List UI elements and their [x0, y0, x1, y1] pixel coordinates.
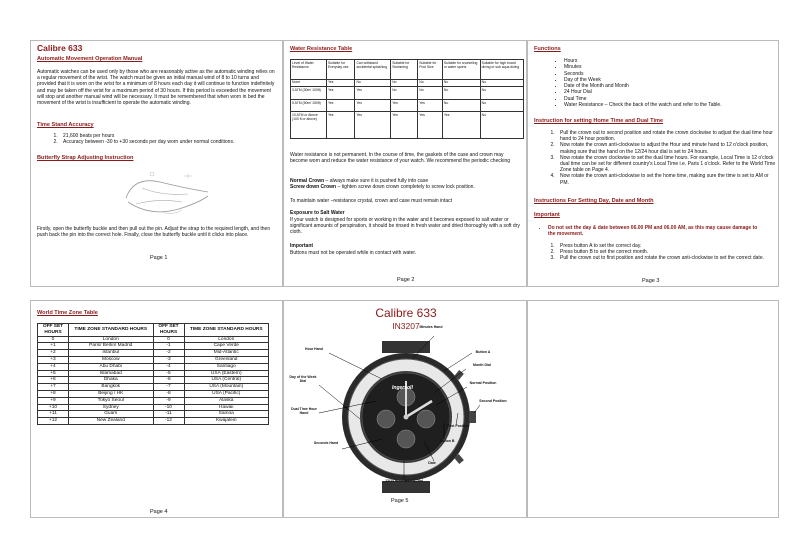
list-item: 2. Press button B to set the correct month.	[556, 249, 778, 255]
page-3	[527, 40, 779, 287]
important-bullet	[534, 225, 762, 237]
list-item: • Dual Time	[564, 96, 790, 102]
table-row	[38, 411, 269, 418]
table-cell: Greenland	[184, 356, 269, 363]
table-cell: Yes	[355, 112, 391, 139]
table-cell: London	[69, 336, 154, 343]
table-cell: -8	[153, 390, 184, 397]
table-cell: -10	[153, 404, 184, 411]
table-row	[291, 112, 524, 139]
table-cell: Sydney	[69, 404, 154, 411]
table-cell: No	[391, 87, 418, 100]
exposure-text: If your watch is designed for sports or working in the water and it becomes exposed to salt water or significant amounts of perspiration, it should be rinsed in fresh water and dried thoroughly with a soft dry cloth.	[290, 217, 520, 236]
table-cell: Yes	[326, 112, 355, 139]
table-body	[38, 336, 269, 424]
table-row	[291, 79, 524, 87]
table-cell: -6	[153, 377, 184, 384]
table-row	[38, 418, 269, 425]
table-cell: Paris/ Berlin/ Madrid	[69, 343, 154, 350]
crown-instructions	[290, 178, 522, 190]
table-cell: Yes	[355, 87, 391, 100]
label-button-a: Button A	[475, 350, 491, 354]
label-button-b: Button B	[439, 439, 455, 443]
table-cell: +11	[38, 411, 69, 418]
list-item: 3. Pull the crown out to first position and rotate the crown anti-clockwise to set the correct date.	[556, 255, 778, 261]
label-seconds-hand: Seconds Hand	[313, 441, 339, 445]
table-cell: Mid-Atlantic	[184, 350, 269, 357]
table-cell: Yes	[418, 99, 443, 112]
butterfly-buckle-illustration	[122, 168, 212, 222]
table-header-cell: OFF SET HOURS	[38, 324, 69, 337]
heading-butterfly-strap: Butterfly Strap Adjusting Instruction	[37, 155, 134, 161]
table-cell: Dhaka	[69, 377, 154, 384]
table-cell: No	[442, 99, 480, 112]
table-cell: Yes	[326, 79, 355, 87]
table-row	[38, 343, 269, 350]
table-cell: Moscow	[69, 356, 154, 363]
table-cell: -11	[153, 411, 184, 418]
heading-home-dual-time: Instruction for setting Home Time and Dual Time	[534, 118, 664, 124]
table-cell: -12	[153, 418, 184, 425]
table-cell: USA (Mountain)	[184, 384, 269, 391]
list-item: 3. Now rotate the crown clockwise to set the dual time hours. For example, Local Time is 12 o'clock dual time can be set for different country's Local Time i.e. Paris 1 o'clock. Refer to the World Time Zone table on Page 4.	[556, 155, 778, 174]
table-row	[291, 99, 524, 112]
table-cell: Cape Verde	[184, 343, 269, 350]
water-resistance-text: Water resistance is not permanent. In the course of time, the gaskets of the case and crown may become worn and reduce the water resistance of your watch. We recommend the periodic checking	[290, 152, 511, 165]
table-cell: +4	[38, 363, 69, 370]
table-cell: Yes	[355, 99, 391, 112]
table-cell: +8	[38, 390, 69, 397]
label-second-position: Second Position	[479, 399, 507, 403]
table-cell: -3	[153, 356, 184, 363]
table-cell: 10 ATM or Above (100 ft or above)	[291, 112, 327, 139]
accuracy-list	[37, 133, 281, 145]
label-first-position: First Position	[446, 424, 470, 428]
page-6-blank	[527, 300, 779, 518]
table-cell: +7	[38, 384, 69, 391]
label-minutes-hand: Minutes Hand	[419, 325, 443, 329]
table-cell: USA (Eastern)	[184, 370, 269, 377]
world-time-zone-table	[37, 323, 269, 425]
heading-world-time-zone: World Time Zone Table	[37, 310, 98, 316]
heading-accuracy: Time Stand Accuracy	[37, 122, 94, 128]
table-header-cell: OFF SET HOURS	[153, 324, 184, 337]
list-item: • Date of the Month and Month	[564, 83, 790, 89]
brand-logo: Ingersoll	[392, 385, 413, 391]
table-header-cell: Suitable for high board diving or sub aqua diving	[480, 60, 523, 80]
table-cell: No	[442, 79, 480, 87]
list-item: 1. Press button A to set the correct day.	[556, 243, 778, 249]
table-cell: USA (Pacific)	[184, 390, 269, 397]
table-cell: Hawaii	[184, 404, 269, 411]
table-cell: 3 ATM (30m/ 100ft)	[291, 87, 327, 100]
watch-title: Calibre 633	[375, 306, 437, 320]
table-cell: 0	[153, 336, 184, 343]
page-number: Page 5	[391, 498, 409, 504]
important-text: Buttons must not be operated while in contact with water.	[290, 250, 417, 256]
table-cell: No	[480, 87, 523, 100]
table-row	[291, 87, 524, 100]
table-cell: +3	[38, 356, 69, 363]
list-item: 4. Now rotate the crown anti-clockwise to set the home time, making sure the time is set to AM or PM.	[556, 173, 778, 185]
table-cell: No	[480, 79, 523, 87]
table-header-cell: Suitable for Everyday use	[326, 60, 355, 80]
page-2	[283, 40, 527, 287]
table-cell: Islamabad	[69, 370, 154, 377]
table-cell: Yes	[442, 112, 480, 139]
table-cell: Bangkok	[69, 384, 154, 391]
table-header-cell: TIME ZONE STANDARD HOURS	[69, 324, 154, 337]
table-header-cell: Can withstand accidental splashing	[355, 60, 391, 80]
list-item: 1. 21,600 beats per hours	[59, 133, 281, 139]
table-row	[38, 390, 269, 397]
maintain-text: To maintain water –resistance crystal, crown and case must remain intact	[290, 198, 453, 204]
screw-crown-label: Screw down Crown	[290, 184, 337, 191]
page-5	[283, 300, 527, 518]
table-cell: +1	[38, 343, 69, 350]
heading-exposure: Exposure to Salt Water	[290, 210, 345, 216]
diagram-leader-lines	[284, 301, 528, 519]
table-cell: -9	[153, 397, 184, 404]
list-item: • Day of the Week	[564, 77, 790, 83]
heading-water-resistance: Water Resistance Table	[290, 46, 353, 52]
table-cell: Guam	[69, 411, 154, 418]
normal-crown-text: – always make sure it is pushed fully into case	[324, 178, 429, 184]
table-cell: Abu Dhabi	[69, 363, 154, 370]
table-row	[38, 404, 269, 411]
table-cell: None	[291, 79, 327, 87]
table-cell: No	[480, 112, 523, 139]
table-cell: No	[418, 87, 443, 100]
label-hour-hand: Hour Hand	[305, 347, 323, 351]
table-cell: Yes	[391, 99, 418, 112]
table-cell: London	[184, 336, 269, 343]
list-item: • Do not set the day & date between 06.00 PM and 06.00 AM, as this may cause damage to the movement.	[548, 225, 762, 237]
table-cell: No	[391, 79, 418, 87]
table-cell: USA (Central)	[184, 377, 269, 384]
table-row	[38, 384, 269, 391]
table-row	[38, 397, 269, 404]
table-cell: Alaska	[184, 397, 269, 404]
day-date-steps	[534, 243, 778, 262]
table-header-cell: Suitable for Swimming	[391, 60, 418, 80]
water-resistance-table	[290, 59, 524, 139]
table-row	[38, 350, 269, 357]
table-row	[38, 370, 269, 377]
label-month-dial: Month Dial	[473, 363, 491, 367]
home-time-steps	[534, 130, 778, 186]
table-header-row	[291, 60, 524, 80]
page-title: Calibre 633	[37, 43, 83, 53]
table-cell: +6	[38, 377, 69, 384]
table-cell: No	[418, 79, 443, 87]
list-item: 2. Accuracy between -30 to +30 seconds per day worn under normal conditions.	[59, 139, 281, 145]
table-cell: Santiago	[184, 363, 269, 370]
table-cell: +2	[38, 350, 69, 357]
list-item: • Seconds	[564, 71, 790, 77]
table-cell: -4	[153, 363, 184, 370]
page-1	[30, 40, 283, 287]
screw-crown-text: – tighten screw down crown completely to screw lock position.	[336, 184, 475, 191]
table-cell: +5	[38, 370, 69, 377]
heading-important: Important	[534, 212, 560, 218]
table-cell: Yes	[326, 99, 355, 112]
heading-important: Important	[290, 243, 314, 249]
label-date: Date	[428, 461, 436, 465]
page-number: Page 4	[150, 509, 168, 515]
heading-day-date: Instructions For Setting Day, Date and Month	[534, 198, 654, 204]
page-number: Page 3	[642, 278, 660, 284]
table-header-cell: Level of Water Resistance	[291, 60, 327, 80]
label-day-of-week-dial: Day of the Week Dial	[289, 375, 317, 383]
watch-model: IN3207	[392, 321, 420, 331]
table-header-row	[38, 324, 269, 337]
table-row	[38, 363, 269, 370]
table-header-cell: Suitable for Pool Size	[418, 60, 443, 80]
table-cell: -5	[153, 370, 184, 377]
table-cell: +12	[38, 418, 69, 425]
functions-list	[534, 58, 790, 108]
list-item: • Minutes	[564, 64, 790, 70]
table-cell: -1	[153, 343, 184, 350]
table-cell: Kwajalein	[184, 418, 269, 425]
table-cell: -7	[153, 384, 184, 391]
table-cell: No	[355, 79, 391, 87]
table-cell: Istanbul	[69, 350, 154, 357]
label-am-pm-dial: 12/24 Hour AM/PM Dial	[385, 479, 423, 483]
table-cell: Yes	[418, 112, 443, 139]
table-header-cell: Suitable for snorkeling or water sports	[442, 60, 480, 80]
label-dual-time-hour-hand: Dual Time Hour Hand	[291, 407, 317, 415]
list-item: • 24 Hour Dial	[564, 89, 790, 95]
page-number: Page 2	[397, 277, 415, 283]
list-item: • Hours	[564, 58, 790, 64]
page-4	[30, 300, 283, 518]
table-cell: +9	[38, 397, 69, 404]
table-cell: 5 ATM (50m/ 150ft)	[291, 99, 327, 112]
list-item: • Water Resistance – Check the back of the watch and refer to the Table.	[564, 102, 790, 108]
table-row	[38, 377, 269, 384]
table-row	[38, 356, 269, 363]
table-cell: -2	[153, 350, 184, 357]
table-cell: Beijing / HK	[69, 390, 154, 397]
normal-crown-label: Normal Crown	[290, 178, 325, 184]
table-cell: Yes	[326, 87, 355, 100]
butterfly-strap-text: Firstly, open the butterfly buckle and then pull out the pin. Adjust the strap to the required length, and then push back the pin into the correct hole. Finally, close the butterfly buckle until it clicks into place.	[37, 226, 271, 239]
page-number: Page 1	[150, 255, 168, 261]
table-cell: No	[442, 87, 480, 100]
table-cell: 0	[38, 336, 69, 343]
table-cell: New Zealand	[69, 418, 154, 425]
table-cell: Samoa	[184, 411, 269, 418]
table-cell: Yes	[391, 112, 418, 139]
table-cell: No	[480, 99, 523, 112]
automatic-movement-text: Automatic watches can be used only by those who are reasonably active as the automatic winding relies on a regular movement of the wrist. The watch must be given an initial manual wind of 8 to 10 turns and provided that it is worn on the wrist for a minimum of 8 hours each day it will continue to function indefinitely and may be taken off the wrist for a maximum period of 30 hours. If this period is exceeded the movement will stop and another manual wind will be necessary. It must be remembered that when worn in bed the movement of the wrist is insufficient to operate the automatic winding.	[37, 69, 275, 107]
table-row	[38, 336, 269, 343]
table-cell: Tokyo Seoul	[69, 397, 154, 404]
table-cell: +10	[38, 404, 69, 411]
heading-automatic-movement: Automatic Movement Operation Manual	[37, 56, 143, 62]
label-normal-position: Normal Position	[469, 381, 497, 385]
heading-functions: Functions	[534, 46, 561, 52]
list-item: 1. Pull the crown out to second position and rotate the crown clockwise to adjust the dual time hour hand to 24 hour position.	[556, 130, 778, 142]
list-item: 2. Now rotate the crown anti-clockwise to adjust the Hour and minute hand to 12 o'clock position, making sure that the hand on the 12/24 hour dial is set to 24 hours.	[556, 142, 778, 154]
table-header-cell: TIME ZONE STANDARD HOURS	[184, 324, 269, 337]
